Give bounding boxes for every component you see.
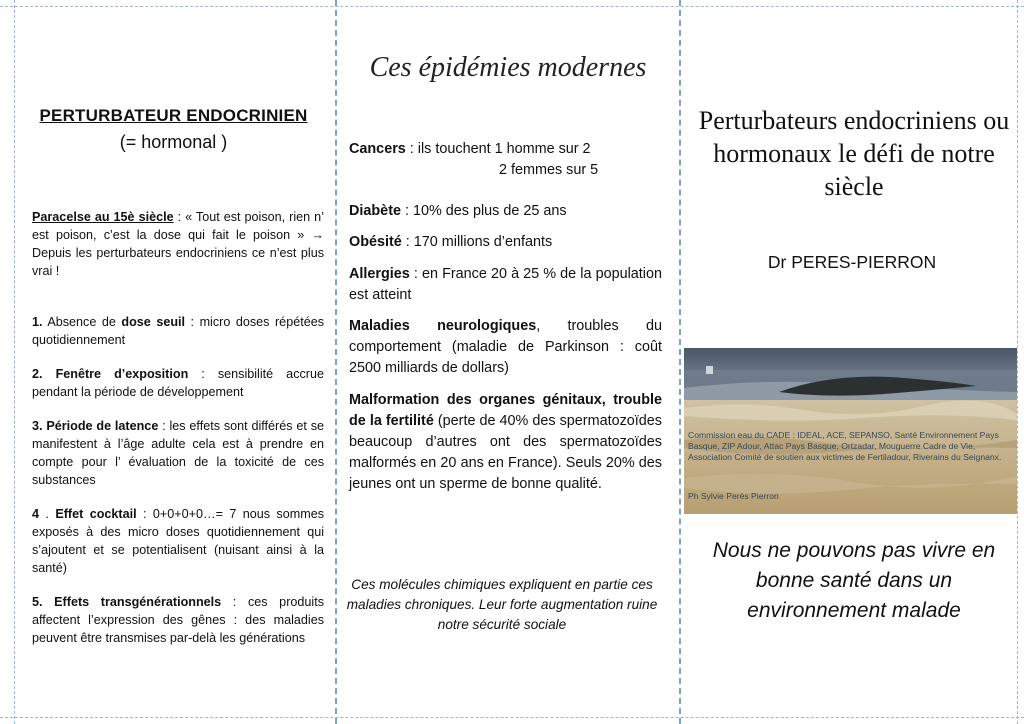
paracelse-paragraph [32,208,324,280]
item-text: : en France 20 à 25 % de la population est atteint [349,266,662,303]
left-panel-title: PERTURBATEUR ENDOCRINIEN [39,106,308,125]
maladies-paragraph [349,316,662,379]
item-text: : 10% des plus de 25 ans [400,203,567,219]
item-label: Maladies neurologiques [349,318,537,334]
point-number: 5. [32,595,43,609]
cancers-line-1: : ils touchent 1 homme sur 2 [405,141,591,157]
point-number: 4 [32,507,40,521]
brochure-title: Perturbateurs endocriniens ou hormonaux le défi de notre siècle [698,106,1010,201]
item-text: , troubles du comportement (maladie de Parkinson : coût 2500 milliards de dollars) [349,318,662,376]
page-border-bottom [0,717,1024,718]
point-pre: Absence de [42,315,122,329]
item-text: : 170 millions d’enfants [401,234,553,250]
point-heading: Période de latence [46,419,159,433]
point-text: : sensibilité accrue pendant la période de développement [32,367,324,399]
slogan: Nous ne pouvons pas vivre en bonne santé dans un environnement malade [712,539,996,622]
point-heading: Effet cocktail [55,507,137,521]
point-text: : 0+0+0+0…= 7 nous sommes exposés à des micro doses quotidiennement qui s’ajoutent et se potentialisent (nuisant ainsi à la santé) [32,507,325,575]
item-label: Malformation des organes génitaux, trouble de la fertilité [349,392,662,429]
fold-line-left [335,0,337,724]
diabete-paragraph [349,201,662,222]
photo-author: Ph Sylvie Perès Pierron [688,491,779,501]
point-text: : les effets sont différés et se manifestent à l’âge adulte cela est à prendre en compte pour l’ évaluation de la toxicité de ces substances [32,419,325,487]
point-number: 3. [32,419,43,433]
point-pre [43,595,55,609]
photo-credit: Commission eau du CADE : IDEAL, ACE, SEPANSO, Santé Environnement Pays Basque, ZIP Adour, Attac Pays Basque, Ortzadar, Mouguerre Cadre de Vie, Association Comité de soutien aux victimes de Fertiladour, Riverains du Seignanx. [688,430,1002,462]
page-border-top [0,6,1024,7]
point-pre: . [39,507,56,521]
point-text: : micro doses répétées quotidiennement [32,315,325,347]
point-2 [32,365,324,401]
item-label: Diabète [349,203,401,219]
cancers-line-2: 2 femmes sur 5 [499,162,599,178]
point-5 [32,593,324,647]
obesite-paragraph [349,232,662,253]
point-number: 1. [32,315,43,329]
point-heading: Fenêtre d’exposition [55,367,189,381]
fold-line-right [679,0,681,724]
point-3 [32,417,324,489]
point-1 [32,313,324,349]
point-text: : ces produits affectent l’expression des gênes : des maladies peuvent être transmises par-delà les générations [32,595,324,645]
middle-panel-title: Ces épidémies modernes [369,52,647,83]
point-heading: dose seuil [121,315,186,329]
point-4 [32,505,324,577]
item-label: Obésité [349,234,402,250]
cancers-label: Cancers [349,141,406,157]
middle-panel-footer: Ces molécules chimiques expliquent en partie ces maladies chroniques. Leur forte augmentation ruine notre sécurité sociale [346,577,658,632]
brochure-author: Dr PERES-PIERRON [767,252,937,272]
allergies-paragraph [349,264,662,306]
page-border-left [14,0,15,724]
item-label: Allergies [349,266,410,282]
beach-foam-photo [684,348,1017,514]
point-number: 2. [32,367,43,381]
cancers-paragraph [349,139,662,181]
item-text: (perte de 40% des spermatozoïdes beaucoup d’autres ont des spermatozoïdes malformés en 20 ans en France). Seuls 20% des jeunes ont un sperme de bonne qualité. [349,413,662,492]
malformation-paragraph [349,390,662,495]
point-pre [43,367,56,381]
point-heading: Effets transgénérationnels [54,595,222,609]
paracelse-label: Paracelse au 15è siècle [32,210,174,224]
paracelse-text: : « Tout est poison, rien n’ est poison, c’est la dose qui fait le poison » → Depuis les perturbateurs endocriniens ce n’est plus vrai ! [32,210,324,278]
left-panel-subtitle: (= hormonal ) [119,132,228,152]
